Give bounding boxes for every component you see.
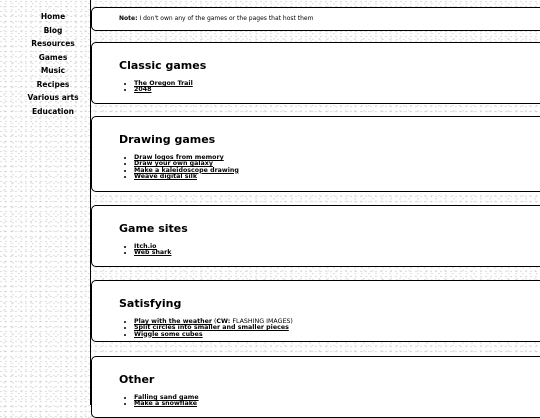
list-item [134,87,540,93]
list-item [134,401,540,407]
section-title: Other [119,373,155,386]
game-link[interactable]: Make a snowflake [134,400,198,408]
note-text: I don't own any of the games or the pages that host them [139,15,314,22]
game-link[interactable]: Wiggle some cubes [134,330,203,338]
list-item [134,332,540,338]
note-label: Note: [119,15,138,22]
link-list [119,155,540,180]
section-drawing-games [91,116,540,192]
note-box [91,7,540,31]
nav-link-games[interactable]: Games [38,52,68,62]
link-list [119,395,540,408]
nav-link-home[interactable]: Home [40,12,66,21]
section-title: Classic games [119,59,207,72]
game-link[interactable]: Web shark [134,249,172,257]
section-title: Game sites [119,222,188,235]
game-link[interactable]: Draw your own galaxy [134,160,213,168]
game-link[interactable]: Play with the weather [134,318,212,325]
section-game-sites [91,205,540,267]
game-link[interactable]: 2048 [134,86,152,94]
game-link[interactable]: Weave digital silk [134,172,198,180]
nav-link-blog[interactable]: Blog [43,25,63,35]
list-item [134,174,540,180]
note-paragraph [119,15,540,22]
game-link[interactable]: The Oregon Trail [134,80,193,87]
section-other [91,356,540,418]
game-link[interactable]: Itch.io [134,243,157,250]
link-list [119,319,540,338]
game-link[interactable]: Make a kaleidoscope drawing [134,166,239,174]
section-satisfying [91,280,540,342]
link-list [119,244,540,257]
section-classic-games [91,42,540,104]
nav-link-recipes[interactable]: Recipes [36,79,70,89]
cw-open: ( [211,318,217,325]
cw-label: CW: [216,318,231,325]
section-title: Drawing games [119,133,216,146]
game-link[interactable]: Draw logos from memory [134,154,224,161]
nav-link-resources[interactable]: Resources [31,39,75,48]
main-content [90,0,540,408]
nav-link-various-arts[interactable]: Various arts [27,93,79,102]
nav-link-education[interactable]: Education [32,106,74,116]
section-title: Satisfying [119,297,182,310]
link-list [119,81,540,94]
game-link[interactable]: Split circles into smaller and smaller pieces [134,324,289,332]
nav-link-music[interactable]: Music [40,66,66,75]
list-item [134,250,540,256]
game-link[interactable]: Falling sand game [134,394,199,401]
cw-text: FLASHING IMAGES) [230,318,293,325]
